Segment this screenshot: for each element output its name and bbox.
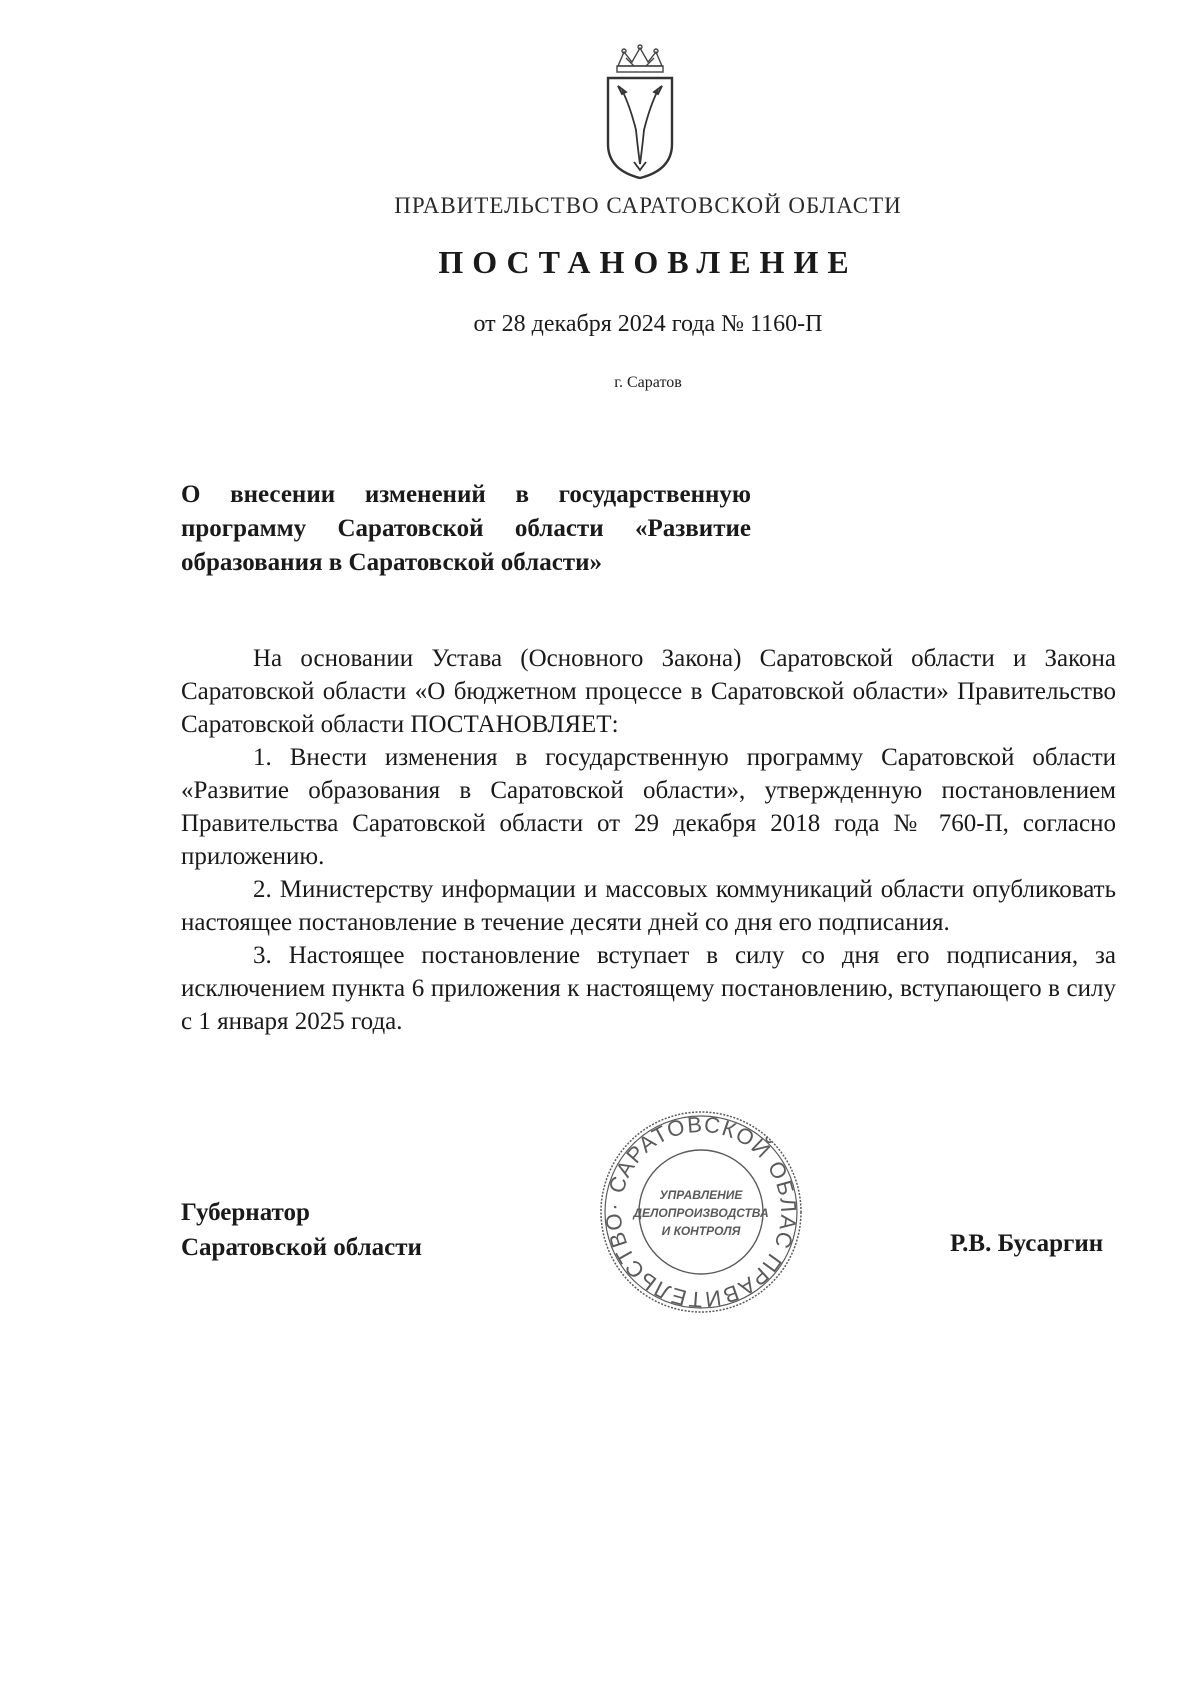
- document-date-number: от 28 декабря 2024 года № 1160-П: [473, 311, 823, 337]
- signatory-name: Р.В. Бусаргин: [950, 1230, 1104, 1257]
- signatory-position: [181, 1195, 422, 1265]
- body-paragraph-preamble: На основании Устава (Основного Закона) Саратовской области и Закона Саратовской области «О бюджетном процессе в Саратовской области» Правительство Саратовской области ПОСТАНОВЛЯЕТ:: [181, 645, 1116, 738]
- body-paragraph-3: 3. Настоящее постановление вступает в силу со дня его подписания, за исключением пункта 6 приложения к настоящему постановлению, вступающего в силу с 1 января 2025 года.: [181, 942, 1116, 1035]
- signatory-position-line2: Саратовской области: [181, 1234, 422, 1261]
- seal-outer-text: ПРАВИТЕЛЬСТВО· САРАТОВСКОЙ ОБЛАСТИ: [600, 1111, 802, 1313]
- seal-inner-line3: И КОНТРОЛЯ: [661, 1224, 741, 1238]
- signatory-position-line1: Губернатор: [181, 1199, 310, 1226]
- document-type: ПОСТАНОВЛЕНИЕ: [438, 244, 858, 280]
- saratov-coat-of-arms-icon: [600, 44, 680, 180]
- document-city: г. Саратов: [614, 374, 682, 391]
- body-paragraph-2: 2. Министерству информации и массовых коммуникаций области опубликовать настоящее постановление в течение десяти дней со дня его подписания.: [181, 876, 1116, 936]
- official-seal-stamp: [596, 1107, 806, 1317]
- body-paragraph-1: 1. Внести изменения в государственную программу Саратовской области «Развитие образования в Саратовской области», утвержденную постановлением Правительства Саратовской области от 29 декабря 2018 года № 760-П, согласно приложению.: [181, 744, 1116, 870]
- document-subject: О внесении изменений в государственную программу Саратовской области «Развитие образования в Саратовской области»: [181, 481, 751, 576]
- seal-inner-line2: ДЕЛОПРОИЗВОДСТВА: [633, 1206, 769, 1220]
- organization-title: ПРАВИТЕЛЬСТВО САРАТОВСКОЙ ОБЛАСТИ: [394, 193, 902, 218]
- document-body: [181, 642, 1116, 1038]
- seal-inner-line1: УПРАВЛЕНИЕ: [659, 1188, 743, 1202]
